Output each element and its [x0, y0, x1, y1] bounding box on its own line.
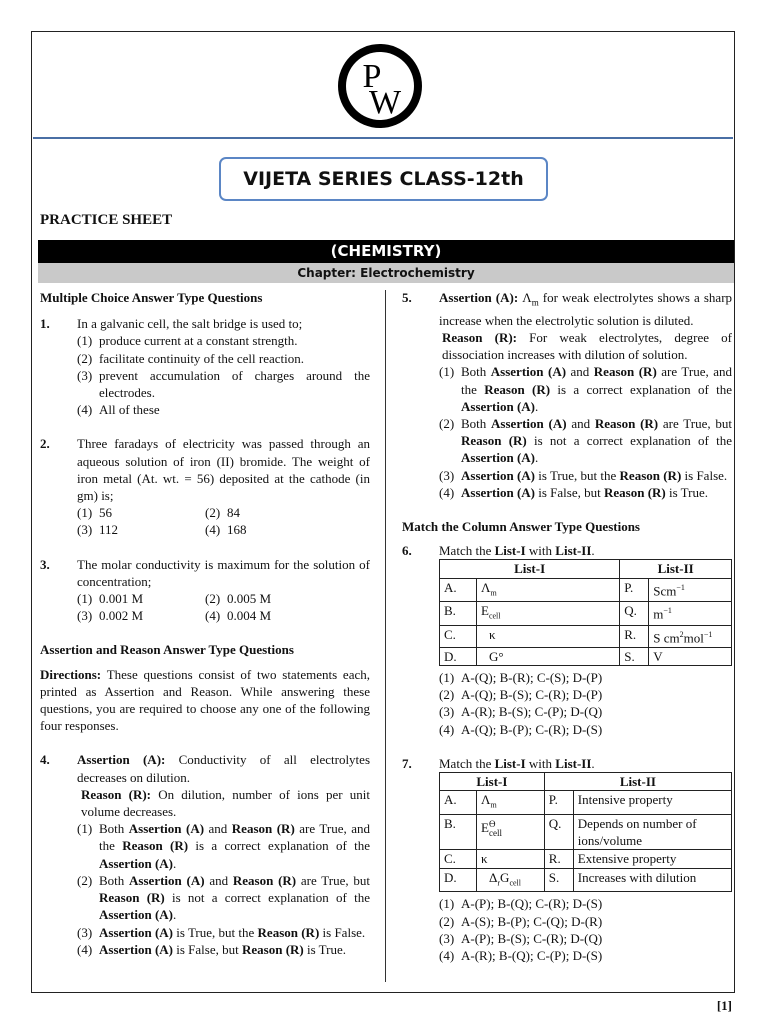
option: 112	[99, 522, 119, 538]
option: Both Assertion (A) and Reason (R) are True, and the Reason (R) is a correct explanation of the Assertion (A).	[461, 364, 732, 414]
option: Assertion (A) is True, but the Reason (R) is False.	[461, 467, 728, 483]
question-6: 6. Match the List-I with List-II.	[402, 543, 595, 559]
option: Both Assertion (A) and Reason (R) are True, but Reason (R) is not a correct explanation of the Assertion (A).	[99, 872, 370, 923]
option: A-(P); B-(Q); C-(R); D-(S)	[461, 896, 603, 912]
question-1: 1. In a galvanic cell, the salt bridge is used to; (1) produce current at a constant strength. (2) facilitate continuity of the cell reaction. (3) prevent accumulation of charges around the electrodes. (4) All of these	[40, 316, 370, 418]
option: prevent accumulation of charges around the electrodes.	[99, 367, 370, 401]
column-divider	[385, 290, 386, 982]
option: facilitate continuity of the cell reaction.	[99, 350, 305, 366]
directions: Directions: These questions consist of two statements each, printed as Assertion and Reason. While answering these questions, you are required to choose any one of the following four responses.	[40, 666, 370, 734]
assertion: Assertion (A): Conductivity of all electrolytes decreases on dilution.	[77, 752, 370, 785]
table-row: A. $\Lambda_m$ P. Intensive property	[440, 791, 732, 815]
chapter-banner: Chapter: Electrochemistry	[38, 263, 734, 283]
option: A-(Q); B-(S); C-(R); D-(P)	[461, 687, 603, 703]
option: Assertion (A) is False, but Reason (R) is True.	[461, 484, 709, 500]
pw-logo	[337, 43, 423, 129]
question-text: Three faradays of electricity was passed through an aqueous solution of iron (II) bromide. The weight of iron metal (At. wt. = 56) deposited at the cathode (in gm) is;	[77, 436, 370, 504]
page-title: VIJETA SERIES CLASS-12th	[219, 157, 548, 201]
table-row: B. $E_{cell}$ Q. $m^{-1}$	[440, 602, 732, 626]
option: 84	[227, 505, 240, 521]
match-table-7: List-I List-II A. $\Lambda_m$ P. Intensive property B. E ϴ cell Q. Depends on number of ions/volume C. κ R. Extensive property D. $\Delta_rG_{cell}$ S. Increases with dilution	[439, 772, 732, 892]
option: 168	[227, 522, 247, 538]
right-column: 5. Assertion (A): $\Lambda_m$ for weak electrolytes shows a sharp increase when the electrolytic solution is diluted. Reason (R): For weak electrolytes, degree of dissociation increases with dilution of solution. (1) Both Assertion (A) and Reason (R) are True, and the Reason (R) is a correct explanation of the Assertion (A). (2) Both Assertion (A) and Reason (R) are True, but Reason (R) is not a correct explanation of the Assertion (A). (3) Assertion (A) is True, but the Reason (R) is False. (4) Assertion (A) is False, but Reason (R) is True. Match the Column Answer Type Questions 6. Match the List-I with List-II. List-I List-II A. $\Lambda_m$ P. Scm$^{-1}$ B. $E_{cell}$ Q. $m^{-1}$ C. κ R. S $cm^2mol^{-1}$ D. G° S. V (1) A-(Q); B-(R); C-(S); D-(P) (2) A-(Q); B-(S); C-(R); D-(P) (3) A-(R); B-(S); C-(P); D-(Q) (4) A-(Q); B-(P); C-(R); D-(S) 7. Match the List-I with List-II. List-I List-II A. $\Lambda_m$ P. Intensive property B. E ϴ cell Q. Depends on number of ions/volume C. κ R. Extensive property D. $\Delta_rG_{cell}$ S. Increases with dilution (1) A-(P); B-(Q); C-(R); D-(S) (2) A-(S); B-(P); C-(Q); D-(R) (3) A-(P); B-(S); C-(R); D-(Q) (4) A-(R); B-(Q); C-(P); D-(S)	[402, 290, 733, 963]
question-4: 4. Assertion (A): Conductivity of all electrolytes decreases on dilution. Reason (R): On dilution, number of ions per unit volume decreases. (1) Both Assertion (A) and Reason (R) are True, and the Reason (R) is a correct explanation of the Assertion (A). (2) Both Assertion (A) and Reason (R) are True, but Reason (R) is not a correct explanation of the Assertion (A). (3) Assertion (A) is True, but the Reason (R) is False. (4) Assertion (A) is False, but Reason (R) is True.	[40, 752, 371, 957]
match-table-6: List-I List-II A. $\Lambda_m$ P. Scm$^{-1}$ B. $E_{cell}$ Q. $m^{-1}$ C. κ R. S $cm^2mol^{-1}$ D. G° S. V	[439, 559, 732, 666]
table-row: D. $\Delta_rG_{cell}$ S. Increases with dilution	[440, 868, 732, 892]
option: A-(S); B-(P); C-(Q); D-(R)	[461, 913, 603, 929]
header-divider	[33, 137, 733, 139]
option: A-(P); B-(S); C-(R); D-(Q)	[461, 930, 603, 946]
option: 0.002 M	[99, 608, 144, 624]
reason: Reason (R): On dilution, number of ions per unit volume decreases.	[81, 786, 371, 820]
option: Both Assertion (A) and Reason (R) are True, but Reason (R) is not a correct explanation of the Assertion (A).	[461, 416, 732, 466]
question-text: The molar conductivity is maximum for the solution of concentration;	[77, 556, 370, 589]
option: 0.001 M	[99, 591, 144, 607]
page-number: [1]	[716, 998, 732, 1013]
option: 0.004 M	[227, 608, 272, 624]
question-3: 3. The molar conductivity is maximum for the solution of concentration; (1) 0.001 M (2) 0.005 M (3) 0.002 M (4) 0.004 M	[40, 556, 370, 624]
left-column	[40, 289, 370, 958]
option: Both Assertion (A) and Reason (R) are True, and the Reason (R) is a correct explanation of the Assertion (A).	[99, 821, 370, 871]
table-row: B. E ϴ cell Q. Depends on number of ions/volume	[440, 814, 732, 849]
option: produce current at a constant strength.	[99, 333, 298, 349]
table-row: C. κ R. S $cm^2mol^{-1}$	[440, 626, 732, 648]
option: 0.005 M	[227, 591, 272, 607]
table-row: D. G° S. V	[440, 647, 732, 665]
question-7: 7. Match the List-I with List-II.	[402, 755, 595, 771]
option: A-(R); B-(S); C-(P); D-(Q)	[461, 704, 603, 720]
option: 56	[99, 505, 112, 521]
option: A-(Q); B-(P); C-(R); D-(S)	[461, 721, 603, 737]
section-heading-mcq: Multiple Choice Answer Type Questions	[40, 290, 263, 305]
option: A-(R); B-(Q); C-(P); D-(S)	[461, 948, 603, 963]
subject-banner: (CHEMISTRY)	[38, 240, 734, 263]
option: Assertion (A) is False, but Reason (R) is True.	[99, 941, 347, 957]
logo-letter-w: W	[368, 84, 402, 121]
option: Assertion (A) is True, but the Reason (R) is False.	[99, 924, 366, 940]
reason: Reason (R): For weak electrolytes, degree of dissociation increases with dilution of solution.	[442, 330, 732, 363]
option: A-(Q); B-(R); C-(S); D-(P)	[461, 669, 603, 685]
sheet-label: PRACTICE SHEET	[40, 212, 173, 228]
logo-letter-p: P	[362, 58, 382, 95]
table-row: C. κ R. Extensive property	[440, 850, 732, 868]
question-2: 2. Three faradays of electricity was passed through an aqueous solution of iron (II) bromide. The weight of iron metal (At. wt. = 56) deposited at the cathode (in gm) is; (1) 56 (2) 84 (3) 112 (4) 168	[40, 436, 370, 538]
section-heading-match: Match the Column Answer Type Questions	[402, 519, 640, 535]
section-heading-ar: Assertion and Reason Answer Type Questions	[40, 642, 294, 658]
table-row: A. $\Lambda_m$ P. Scm$^{-1}$	[440, 578, 732, 602]
assertion: Assertion (A): $\Lambda_m$ for weak electrolytes shows a sharp increase when the electrolytic solution is diluted.	[439, 290, 733, 328]
question-5: 5. Assertion (A): $\Lambda_m$ for weak electrolytes shows a sharp increase when the electrolytic solution is diluted.	[402, 290, 733, 328]
question-text: In a galvanic cell, the salt bridge is used to;	[77, 316, 303, 332]
option: All of these	[99, 402, 160, 418]
